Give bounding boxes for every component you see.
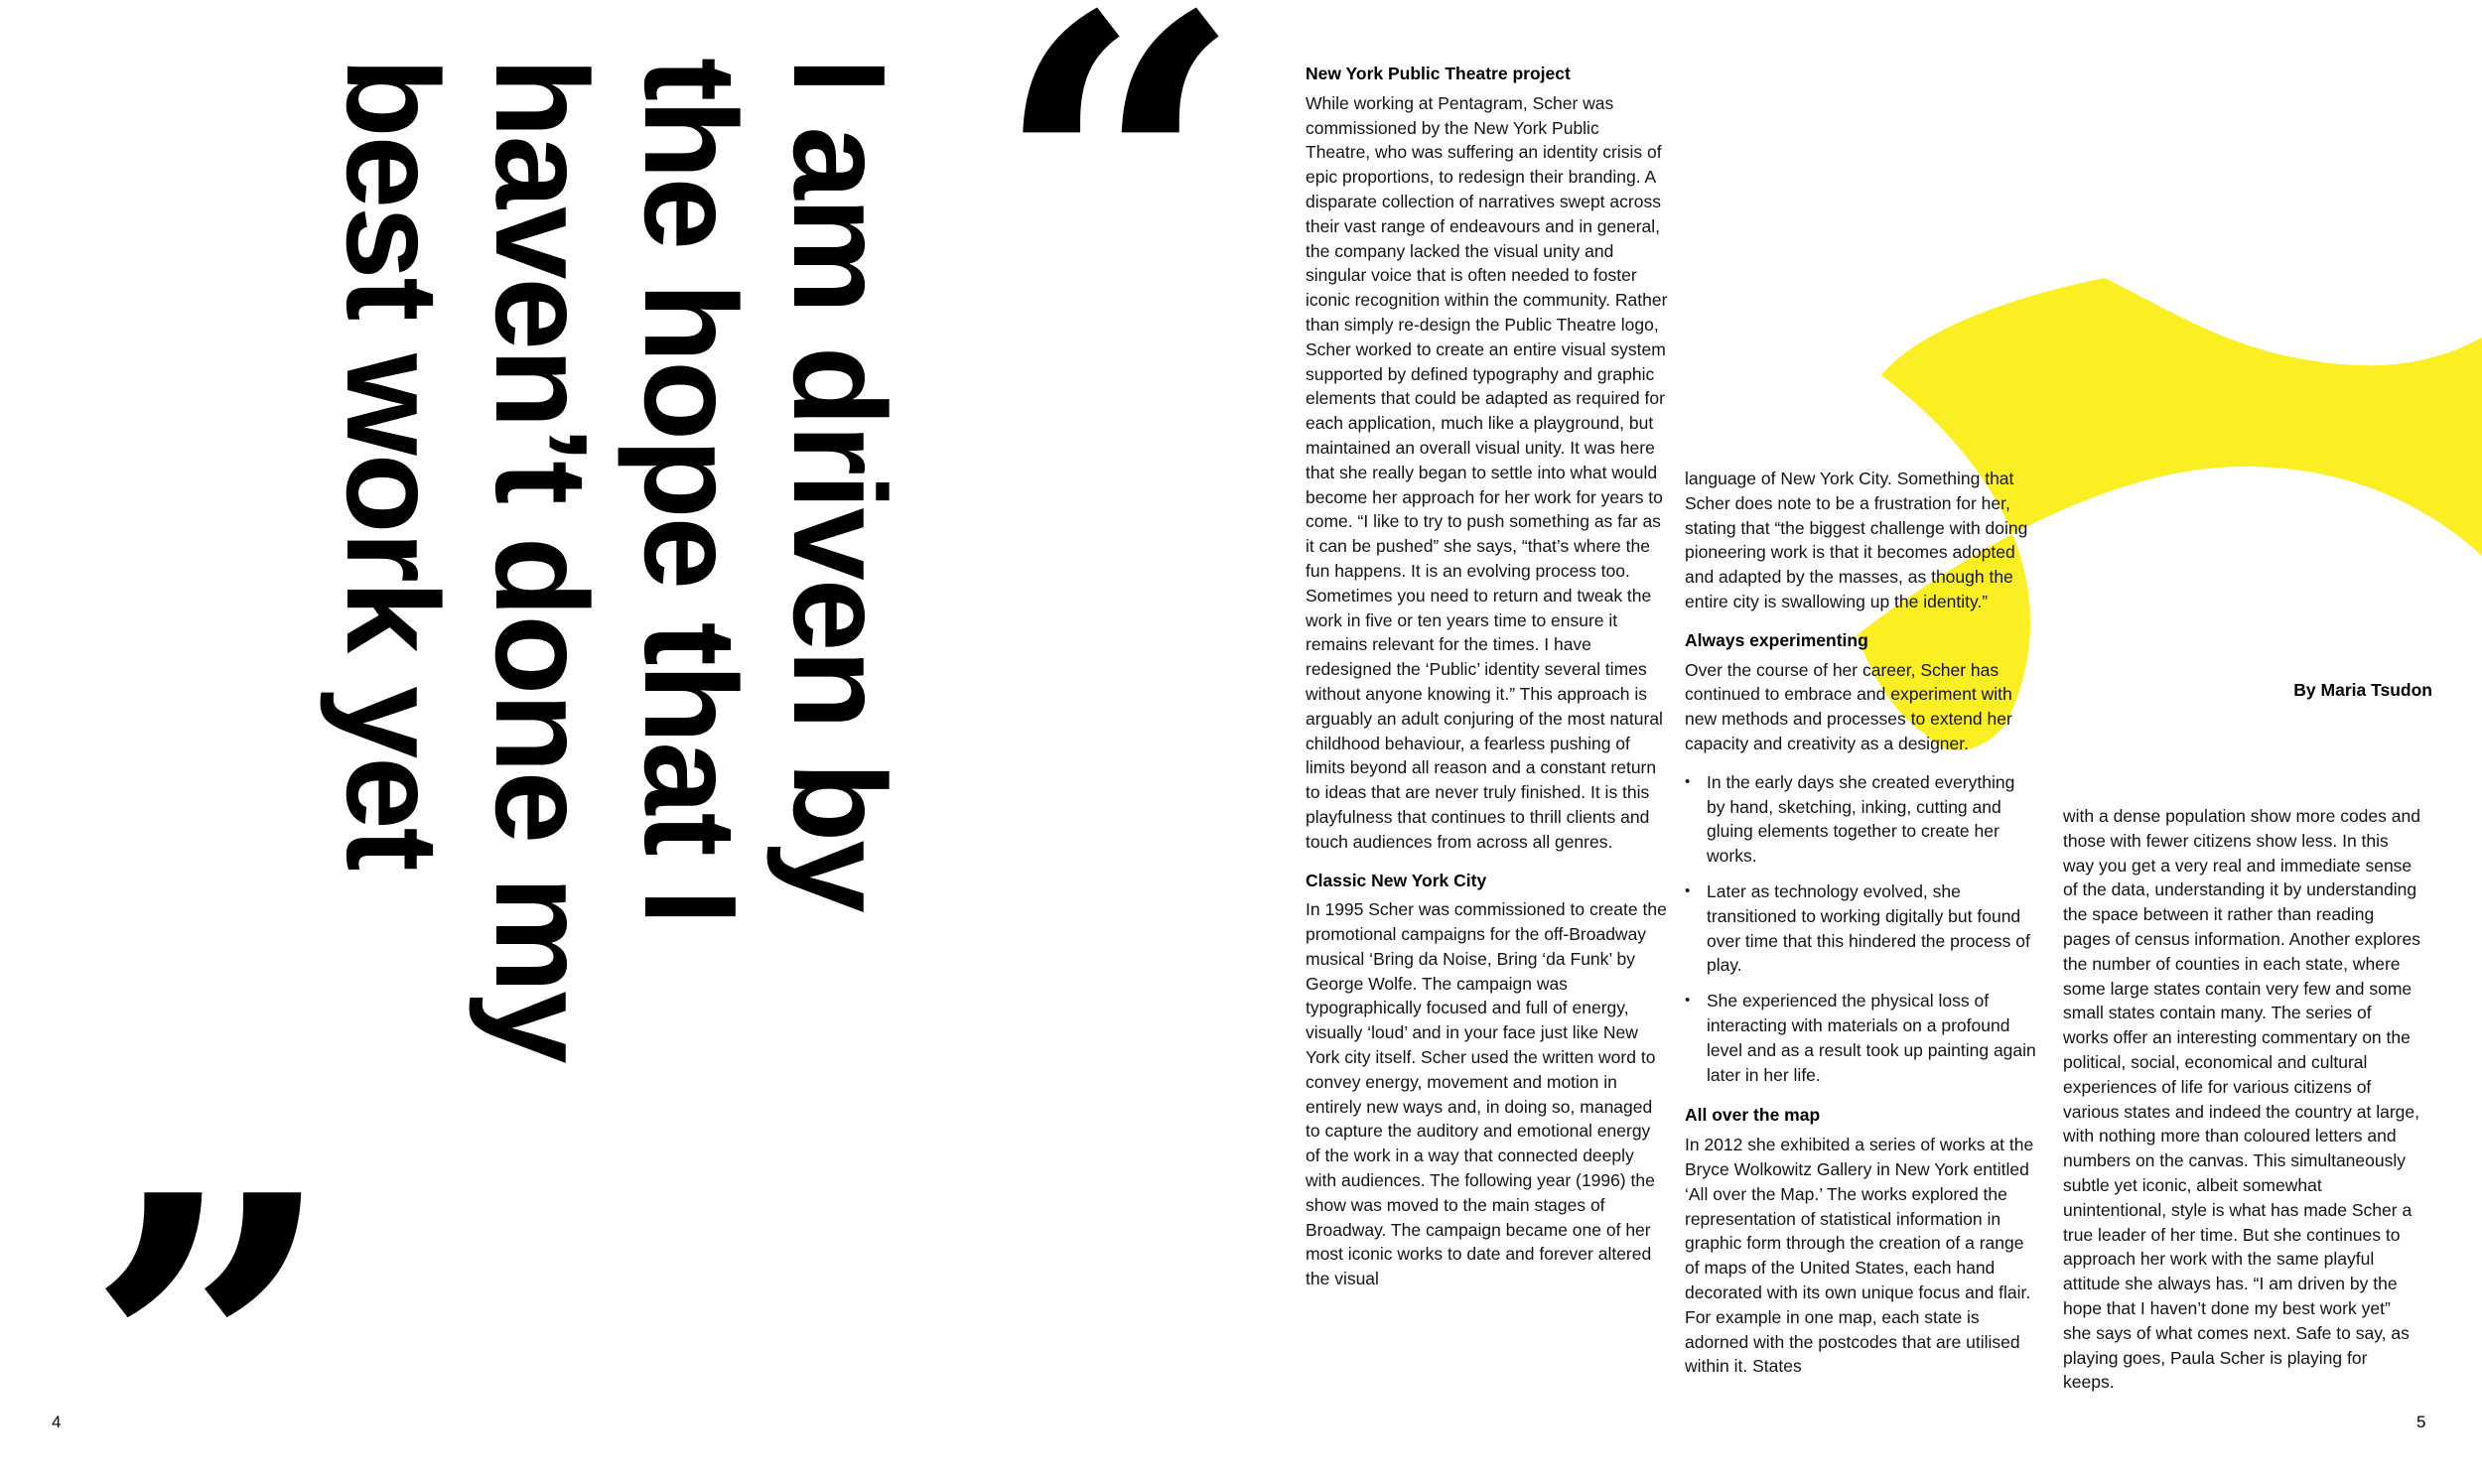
pull-quote-line: best work yet <box>320 58 466 870</box>
section-heading-always-experimenting: Always experimenting <box>1685 629 1868 650</box>
pull-quote-line: haven’t done my <box>469 58 615 1062</box>
section-heading-classic-nyc: Classic New York City <box>1306 870 1487 890</box>
section-heading-public-theatre: New York Public Theatre project <box>1306 64 1571 83</box>
section-heading-all-over-the-map: All over the map <box>1685 1105 1821 1126</box>
section-body-classic-nyc: In 1995 Scher was commissioned to create the promotional campaigns for the off-Broadway musical ‘Bring da Noise, Bring ‘da Funk’ by George Wolfe. The campaign was typographically focused and full of energy, visually ‘loud’ and in your face just like New York city itself. Scher used the written word to convey energy, movement and motion in entirely new ways and, in doing so, managed to capture the auditory and emotional energy of the work in a way that connected deeply with audiences. The following year (1996) the show was moved to the main stages of Broadway. The campaign became one of her most iconic works to date and forever altered the visual <box>1306 899 1667 1289</box>
article-column-2 <box>1685 467 2037 1393</box>
section-body-always-experimenting: Over the course of her career, Scher has continued to embrace and experiment with new methods and processes to extend her capacity and creativity as a designer. <box>1685 659 2012 753</box>
pull-quote-container <box>318 58 913 1080</box>
close-quote-mark: ” <box>84 1101 337 1484</box>
page-number-right: 5 <box>2416 1413 2426 1431</box>
pull-quote-line: the hope that I <box>618 58 763 923</box>
bullet-item: • In the early days she created everything by hand, sketching, inking, cutting and gluing elements together to create her works. <box>1685 770 2037 869</box>
section-body-public-theatre: While working at Pentagram, Scher was commissioned by the New York Public Theatre, who was suffering an identity crisis of epic proportions, to redesign their branding. A disparate collection of narratives swept across their vast range of endeavours and in general, the company lacked the visual unity and singular voice that is often needed to foster iconic recognition within the community. Rather than simply re-design the Public Theatre logo, Scher worked to create an entire visual system supported by defined typography and graphic elements that could be adapted as required for each application, much like a playground, but maintained an overall visual unity. It was here that she really began to settle into what would become her approach for her work for years to come. “I like to try to push something as far as it can be pushed” she says, “that’s where the fun happens. It is an evolving process too. Sometimes you need to return and tweak the work in five or ten years time to ensure it remains relevant for the times. I have redesigned the ‘Public’ identity several times without anyone knowing it.” This approach is arguably an adult conjuring of the most natural childhood behaviour, a fearless pushing of limits beyond all reason and a constant return to ideas that are never truly finished. It is this playfulness that continues to thrill clients and touch audiences from across all genres. <box>1306 92 1668 852</box>
section-body-all-over-the-map: In 2012 she exhibited a series of works at the Bryce Wolkowitz Gallery in New York entitled ‘All over the Map.’ The works explored the representation of statistical information in graphic form through the creation of a range of maps of the United States, each hand decorated with its own unique focus and flair. For example in one map, each state is adorned with the postcodes that are utilised within it. States <box>1685 1135 2034 1377</box>
bullet-item: • She experienced the physical loss of interacting with materials on a profound level and as a result took up painting again later in her life. <box>1685 989 2037 1087</box>
author-byline: By Maria Tsudon <box>2293 680 2432 700</box>
open-quote-mark: “ <box>993 0 1245 435</box>
article-column-3 <box>2063 804 2420 1409</box>
bullet-item: • Later as technology evolved, she transitioned to working digitally but found over time that this hindered the process of play. <box>1685 879 2037 978</box>
article-column-1 <box>1306 62 1668 1305</box>
page-number-left: 4 <box>52 1413 62 1431</box>
section-body-all-over-the-map-continued: with a dense population show more codes and those with fewer citizens show less. In this way you get a very real and immediate sense of the data, understanding it by understanding the space between it rather than reading pages of census information. Another explores the number of counties in each state, where some large states contain very few and some small states contain many. The series of works offer an interesting commentary on the political, social, economical and cultural experiences of life for various citizens of various states and indeed the country at large, with nothing more than coloured letters and numbers on the canvas. This simultaneously subtle yet iconic, albeit somewhat unintentional, style is what has made Scher a true leader of her time. But she continues to approach her work with the same playful attitude she always has. “I am driven by the hope that I haven’t done my best work yet” she says of what comes next. Safe to say, as playing goes, Paula Scher is playing for keeps. <box>2063 806 2420 1393</box>
experimenting-bullet-list <box>1685 770 2037 1088</box>
pull-quote <box>318 58 913 1080</box>
pull-quote-line: I am driven by <box>766 58 912 911</box>
section-body-classic-nyc-continued: language of New York City. Something that Scher does note to be a frustration for her, stating that “the biggest challenge with doing pioneering work is that it becomes adopted and adapted by the masses, as though the entire city is swallowing up the identity.” <box>1685 469 2028 611</box>
